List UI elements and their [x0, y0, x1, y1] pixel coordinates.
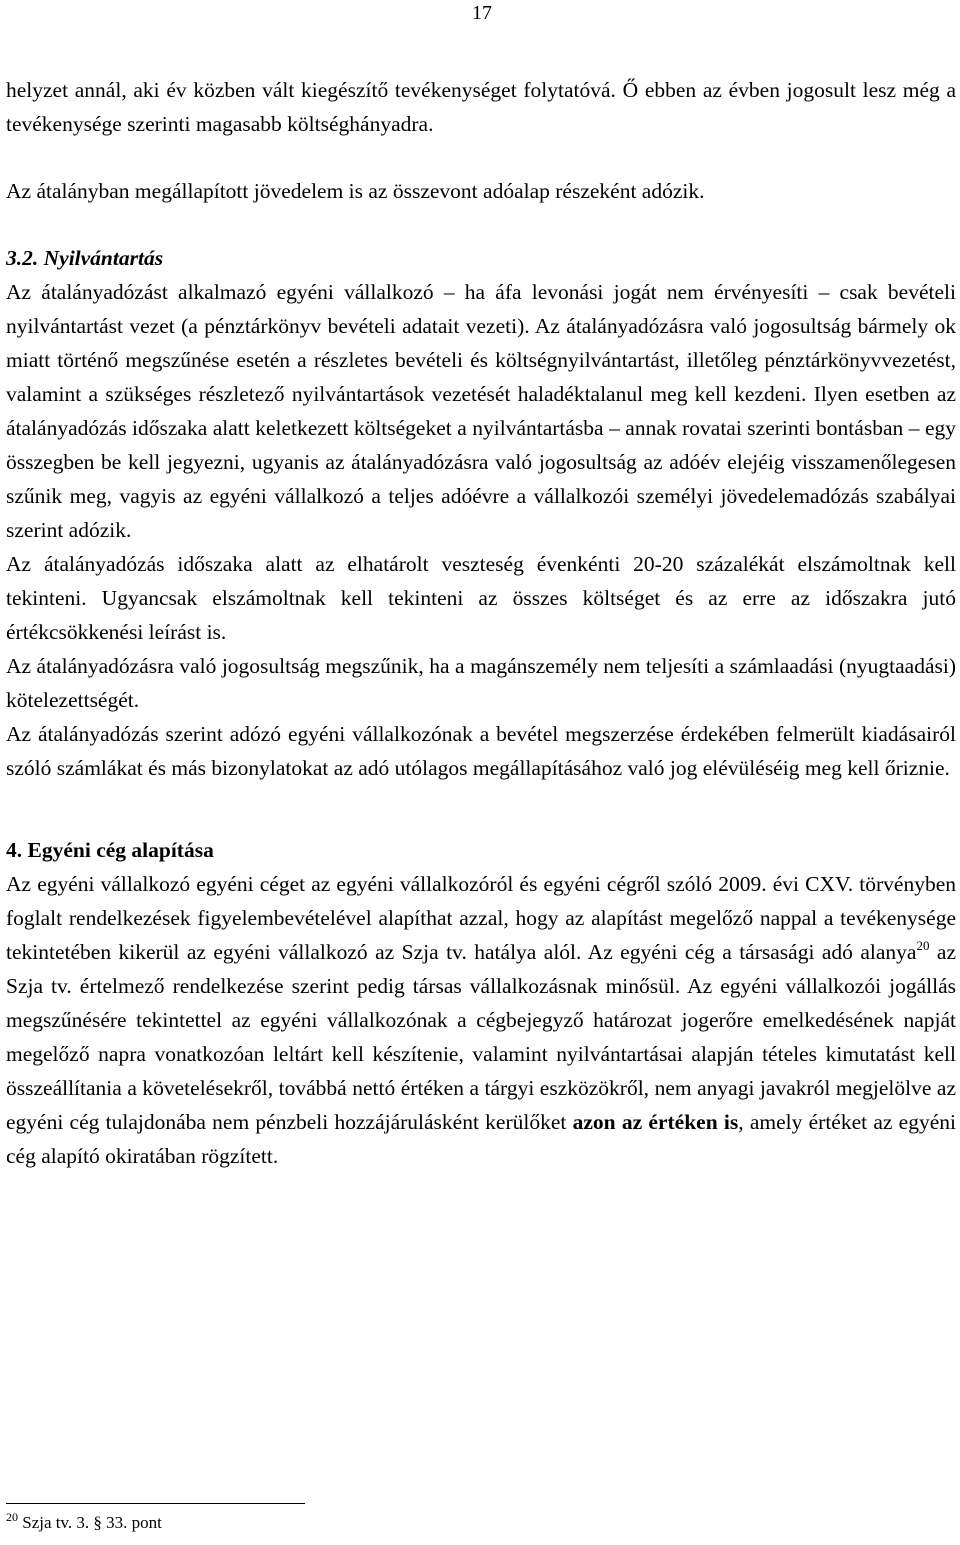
- section-heading-4: 4. Egyéni cég alapítása: [6, 838, 214, 862]
- paragraph-company-text-3: , amely értéket az egyéni cég alapító okiratában rögzített.: [6, 1110, 956, 1168]
- paragraph-assessment: Az átalányban megállapított jövedelem is az összevont adóalap részeként adózik.: [6, 179, 705, 203]
- paragraph-records-1: Az átalányadózást alkalmazó egyéni vállalkozó – ha áfa levonási jogát nem érvényesíti – csak bevételi nyilvántartást vezet (a pénztárkönyv bevételi adatait vezeti). Az átalányadózásra való jogosultság bármely ok miatt történő megszűnése esetén a részletes bevételi és költségnyilvántartást, illetőleg pénztárkönyvvezetést, valamint a szükséges részletező nyilvántartások vezetését haladéktalanul meg kell kezdeni. Ilyen esetben az átalányadózás időszaka alatt keletkezett költségeket a nyilvántartásba – annak rovatai szerinti bontásban – egy összegben be kell jegyezni, ugyanis az átalányadózásra való jogosultság az adóév elejéig visszamenőlegesen szűnik meg, vagyis az egyéni vállalkozó a teljes adóévre a vállalkozói személyi jövedelemadózás szabályai szerint adózik.: [6, 280, 956, 542]
- paragraph-company-founding: [6, 867, 956, 1173]
- paragraph-company-text-2: az Szja tv. értelmező rendelkezése szerint pedig társas vállalkozásnak minősül. Az egyéni vállalkozói jogállás megszűnésére tekintettel az egyéni vállalkozónak a cégbejegyző határozat jogerőre emelkedésének napját megelőző napra vonatkozóan leltárt kell készítenie, valamint nyilvántartásai alapján tételes kimutatást kell összeállítania a követelésekről, továbbá nettó értéken a tárgyi eszközökről, nem anyagi javakról megjelölve az egyéni cég tulajdonába nem pénzbeli hozzájárulásként kerülőket: [6, 940, 956, 1134]
- page-number: 17: [472, 2, 492, 24]
- page-body: [6, 73, 956, 1173]
- paragraph-records-3: Az átalányadózásra való jogosultság megszűnik, ha a magánszemély nem teljesíti a számlaadási (nyugtaadási) kötelezettségét.: [6, 654, 956, 712]
- footnote-number: 20: [6, 1510, 18, 1524]
- footnote-divider: [6, 1503, 305, 1504]
- footnote-text: Szja tv. 3. § 33. pont: [18, 1513, 162, 1532]
- paragraph-records-4: Az átalányadózás szerint adózó egyéni vállalkozónak a bevétel megszerzése érdekében felmerült kiadásairól szóló számlákat és más bizonylatokat az adó utólagos megállapításához való jog elévüléséig meg kell őriznie.: [6, 722, 956, 780]
- paragraph-intro-continuation: helyzet annál, aki év közben vált kiegészítő tevékenységet folytatóvá. Ő ebben az évben jogosult lesz még a tevékenysége szerinti magasabb költséghányadra.: [6, 78, 956, 136]
- paragraph-company-text-1: Az egyéni vállalkozó egyéni céget az egyéni vállalkozóról és egyéni cégről szóló 2009. évi CXV. törvényben foglalt rendelkezések figyelembevételével alapíthat azzal, hogy az alapítást megelőző nappal a tevékenysége tekintetében kikerül az egyéni vállalkozó az Szja tv. hatálya alól. Az egyéni cég a társasági adó alanya: [6, 872, 956, 964]
- paragraph-records-2: Az átalányadózás időszaka alatt az elhatárolt veszteség évenkénti 20-20 százalékát elszámoltnak kell tekinteni. Ugyancsak elszámoltnak kell tekinteni az összes költséget és az erre az időszakra jutó értékcsökkenési leírást is.: [6, 552, 956, 644]
- section-heading-3-2: 3.2. Nyilvántartás: [6, 246, 164, 270]
- paragraph-company-emphasis: azon az értéken is: [572, 1110, 739, 1134]
- footnote: [6, 1512, 162, 1534]
- footnote-reference[interactable]: 20: [916, 938, 930, 953]
